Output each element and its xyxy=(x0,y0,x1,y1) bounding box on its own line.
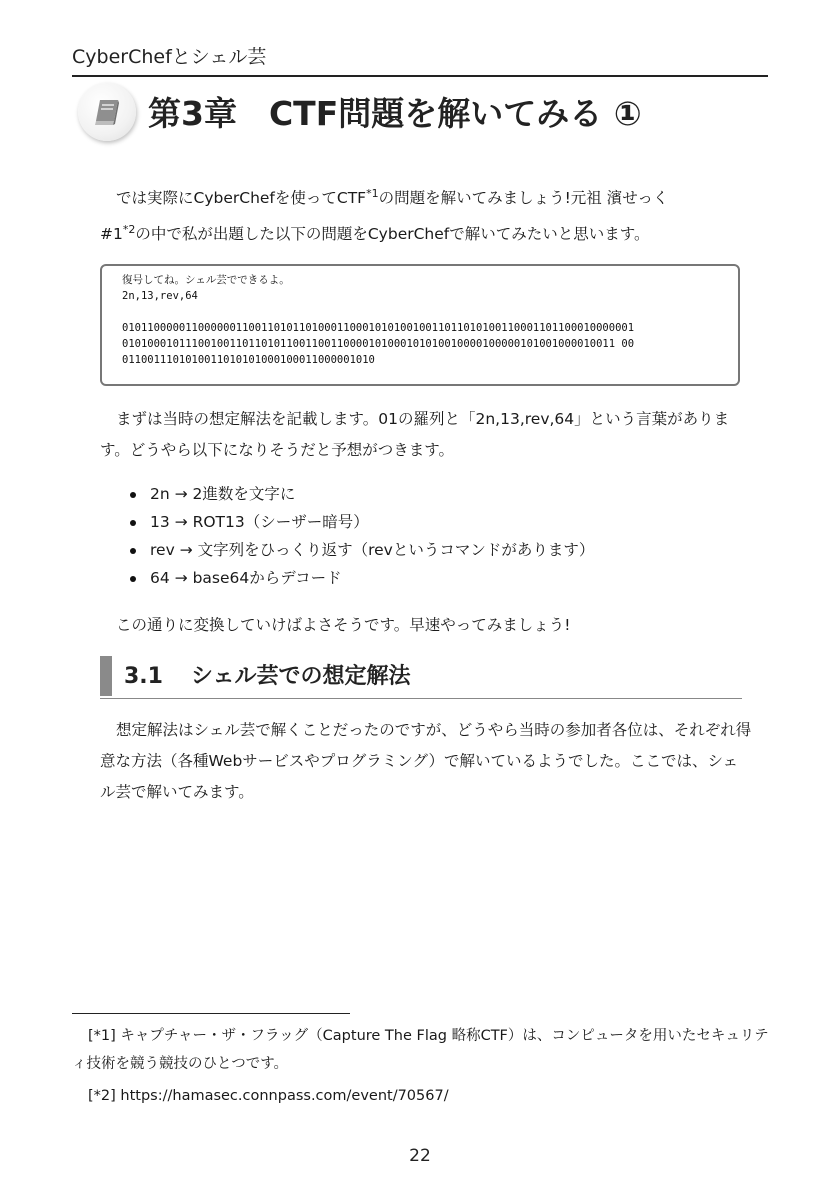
footnote-1: [*1] キャプチャー・ザ・フラッグ（Capture The Flag 略称CTF）は、コンピュータを用いたセキュリティ技術を競う競技のひとつです。 xyxy=(72,1028,769,1072)
section-bar xyxy=(100,656,112,696)
section-title xyxy=(124,659,411,690)
code-block xyxy=(100,264,740,386)
page-number: 22 xyxy=(409,1146,431,1166)
footnote-ref-2: *2 xyxy=(122,223,136,237)
code-line xyxy=(122,304,738,320)
section-heading xyxy=(100,656,742,699)
intro-text-1: では実際にCyberChefを使ってCTF xyxy=(116,189,367,208)
list-item: rev → 文字列をひっくり返す（revというコマンドがあります） xyxy=(130,536,594,564)
footnote-divider xyxy=(72,1013,350,1014)
intro-text-3: #1 xyxy=(100,225,123,244)
bullet-list xyxy=(130,480,594,592)
conversion-paragraph: この通りに変換していけばよさそうです。早速やってみましょう! xyxy=(116,616,571,634)
code-line: 2n,13,rev,64 xyxy=(122,290,198,302)
code-line: 010110000011000000110011010110100011000101010010011011010100110001101100010000001 xyxy=(122,322,635,334)
list-item: 2n → 2進数を文字に xyxy=(130,480,594,508)
chapter-title xyxy=(148,88,642,135)
intro-text-4: の中で私が出題した以下の問題をCyberChefで解いてみたいと思います。 xyxy=(135,225,650,244)
chapter-number: 第3章 xyxy=(148,94,237,133)
intro-text-2: の問題を解いてみましょう!元祖 濱せっく xyxy=(378,189,669,208)
shell-paragraph: 想定解法はシェル芸で解くことだったのですが、どうやら当時の参加者各位は、それぞれ得意な方法（各種Webサービスやプログラミング）で解いているようでした。ここでは、シェル芸で解いてみます。 xyxy=(100,721,752,801)
section-number: 3.1 xyxy=(124,664,163,689)
section-title-text: シェル芸での想定解法 xyxy=(190,664,411,689)
code-line: 復号してね。シェル芸でできるよ。 xyxy=(122,274,290,286)
intro-paragraph xyxy=(100,178,752,250)
footnote-2: [*2] https://hamasec.connpass.com/event/70567/ xyxy=(88,1088,449,1104)
list-item: 64 → base64からデコード xyxy=(130,564,594,592)
footnote-ref-1: *1 xyxy=(366,187,379,200)
running-header: CyberChefとシェル芸 xyxy=(72,42,768,77)
code-line: 0110011101010011010101000100011000001010 xyxy=(122,354,375,366)
list-item: 13 → ROT13（シーザー暗号） xyxy=(130,508,594,536)
chapter-title-text: CTF問題を解いてみる ① xyxy=(268,94,642,133)
solution-paragraph: まずは当時の想定解法を記載します。01の羅列と「2n,13,rev,64」という言葉があります。どうやら以下になりそうだと予想がつきます。 xyxy=(100,410,730,459)
book-icon xyxy=(78,83,136,141)
code-line: 010100010111001001101101011001100110000101000101010010000100000101001000010011 00 xyxy=(122,338,635,350)
